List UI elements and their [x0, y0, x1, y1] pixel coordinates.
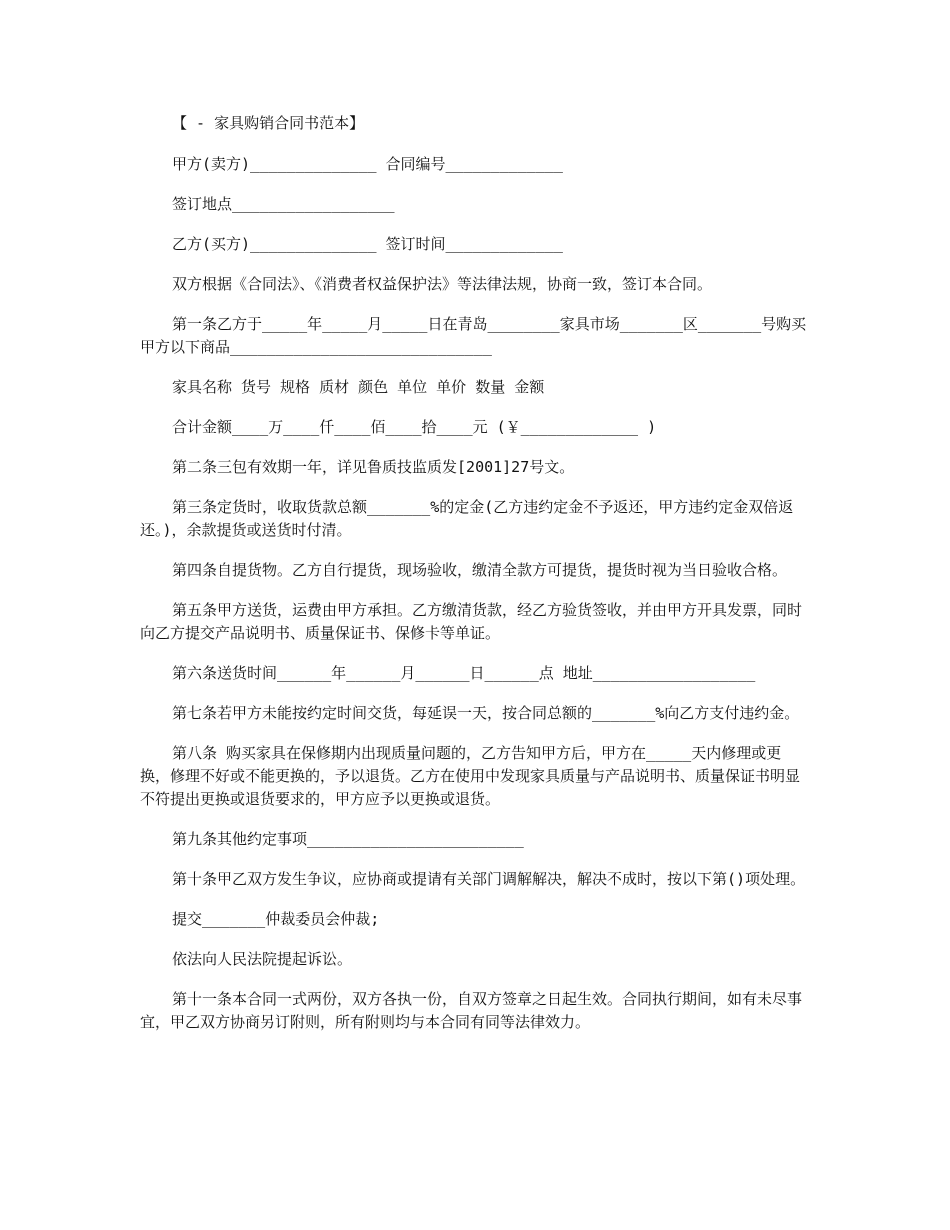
signing-place-line: 签订地点__________________ [172, 195, 395, 213]
article-5: 第五条甲方送货，运费由甲方承担。乙方缴清货款，经乙方验货签收，并由甲方开具发票，同时向乙方提交产品说明书、质量保证书、保修卡等单证。 [140, 601, 803, 642]
option-litigation: 依法向人民法院提起诉讼。 [172, 950, 353, 968]
total-amount-line: 合计金额____万____仟____佰____拾____元 (￥_____________ ) [172, 418, 657, 436]
preamble: 双方根据《合同法》、《消费者权益保护法》等法律法规，协商一致，签订本合同。 [172, 275, 713, 293]
article-9: 第九条其他约定事项________________________ [172, 830, 524, 848]
article-6: 第六条送货时间______年______月______日______点 地址__________________ [172, 664, 756, 682]
article-10: 第十条甲乙双方发生争议，应协商或提请有关部门调解解决，解决不成时，按以下第()项处理。 [172, 870, 806, 888]
goods-table-header: 家具名称 货号 规格 质材 颜色 单位 单价 数量 金额 [172, 378, 545, 396]
article-1: 第一条乙方于_____年_____月_____日在青岛________家具市场_______区_______号购买甲方以下商品_____________________________ [140, 315, 807, 356]
option-arbitration: 提交_______仲裁委员会仲裁; [172, 910, 380, 928]
article-7: 第七条若甲方未能按约定时间交货，每延误一天，按合同总额的_______%向乙方支付违约金。 [172, 704, 800, 722]
article-11: 第十一条本合同一式两份，双方各执一份，自双方签章之日起生效。合同执行期间，如有未尽事宜，甲乙双方协商另订附则，所有附则均与本合同有同等法律效力。 [140, 990, 803, 1031]
buyer-line: 乙方(买方)______________ 签订时间_____________ [172, 235, 563, 253]
article-3: 第三条定货时，收取货款总额_______%的定金(乙方违约定金不予返还，甲方违约定金双倍返还。)，余款提货或送货时付清。 [140, 498, 794, 539]
document-page [140, 112, 810, 1051]
document-title: 【 - 家具购销合同书范本】 [172, 114, 365, 132]
article-4: 第四条自提货物。乙方自行提货，现场验收，缴清全款方可提货，提货时视为当日验收合格。 [172, 561, 788, 579]
article-2: 第二条三包有效期一年，详见鲁质技监质发[2001]27号文。 [172, 458, 575, 476]
article-8: 第八条 购买家具在保修期内出现质量问题的，乙方告知甲方后，甲方在_____天内修理或更换，修理不好或不能更换的，予以退货。乙方在使用中发现家具质量与产品说明书、质量保证书明显不符提出更换或退货要求的，甲方应予以更换或退货。 [140, 744, 801, 808]
seller-line: 甲方(卖方)______________ 合同编号_____________ [172, 155, 563, 173]
